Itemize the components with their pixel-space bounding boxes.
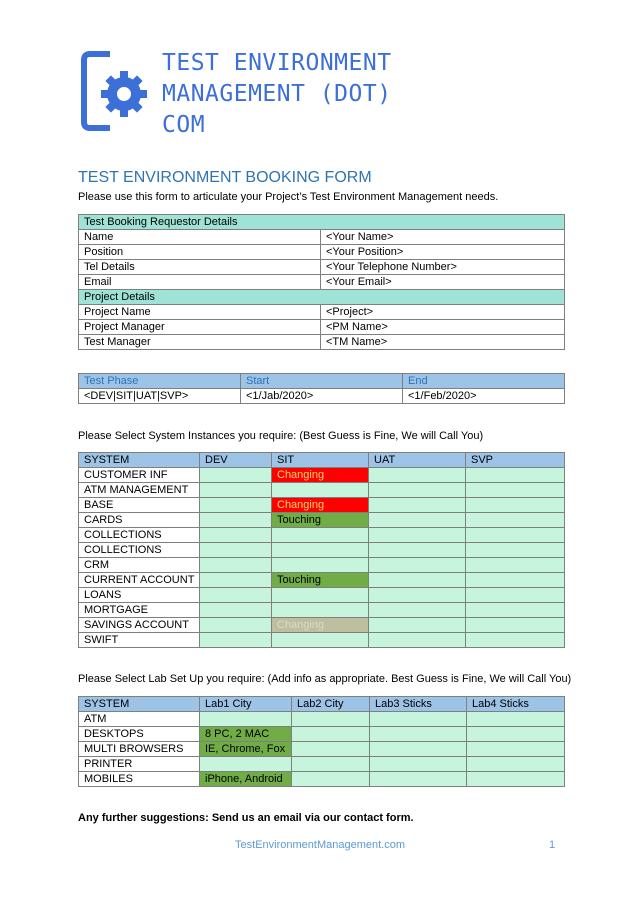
uat-cell[interactable] [369, 483, 466, 498]
email-field[interactable]: <Your Email> [321, 275, 565, 290]
lab2-cell[interactable] [292, 742, 370, 757]
uat-cell[interactable] [369, 498, 466, 513]
table-row [79, 588, 565, 603]
system-name: LOANS [79, 588, 200, 603]
table-row [79, 528, 565, 543]
sit-cell[interactable] [272, 483, 369, 498]
lab3-cell[interactable] [370, 772, 467, 787]
brand-logo-icon [80, 50, 150, 137]
form-intro: Please use this form to articulate your Project’s Test Environment Management needs. [78, 191, 499, 203]
table-row [79, 483, 565, 498]
table-row [79, 513, 565, 528]
uat-cell[interactable] [369, 513, 466, 528]
system-name: SWIFT [79, 633, 200, 648]
uat-header: UAT [369, 453, 466, 468]
uat-cell[interactable] [369, 558, 466, 573]
svp-cell[interactable] [466, 528, 565, 543]
brand-line-1: TEST ENVIRONMENT [162, 50, 392, 76]
dev-cell[interactable] [200, 528, 272, 543]
svp-cell[interactable] [466, 588, 565, 603]
system-name: COLLECTIONS [79, 543, 200, 558]
table-row [79, 633, 565, 648]
lab2-cell[interactable] [292, 757, 370, 772]
dev-cell[interactable] [200, 633, 272, 648]
dev-cell[interactable] [200, 468, 272, 483]
table-row [79, 573, 565, 588]
sit-cell[interactable]: Touching [272, 513, 369, 528]
lab4-cell[interactable] [467, 757, 565, 772]
system-name: MORTGAGE [79, 603, 200, 618]
lab-note: Please Select Lab Set Up you require: (Add info as appropriate. Best Guess is Fine, We will Call You) [78, 673, 572, 685]
sit-cell[interactable]: Changing [272, 468, 369, 483]
brand-line-3: COM [162, 112, 206, 138]
system-name: CURRENT ACCOUNT [79, 573, 200, 588]
dev-cell[interactable] [200, 513, 272, 528]
lab3-cell[interactable] [370, 757, 467, 772]
sit-cell[interactable]: Changing [272, 618, 369, 633]
uat-cell[interactable] [369, 603, 466, 618]
table-row [79, 742, 565, 757]
brand-line-2: MANAGEMENT (DOT) [162, 81, 392, 107]
field-label: Project Manager [79, 320, 321, 335]
system-name: CARDS [79, 513, 200, 528]
sit-cell[interactable]: Changing [272, 498, 369, 513]
system-name: CUSTOMER INF [79, 468, 200, 483]
dev-cell[interactable] [200, 483, 272, 498]
lab3-header: Lab3 Sticks [370, 697, 467, 712]
field-label: Tel Details [79, 260, 321, 275]
brand-name [162, 48, 392, 141]
system-name: BASE [79, 498, 200, 513]
project-section-header: Project Details [79, 290, 565, 305]
telephone-field[interactable]: <Your Telephone Number> [321, 260, 565, 275]
lab1-cell[interactable]: iPhone, Android [200, 772, 292, 787]
table-row [79, 772, 565, 787]
svp-cell[interactable] [466, 573, 565, 588]
lab-table [78, 696, 565, 787]
table-row [79, 727, 565, 742]
lab3-cell[interactable] [370, 727, 467, 742]
dev-cell[interactable] [200, 558, 272, 573]
dev-cell[interactable] [200, 603, 272, 618]
uat-cell[interactable] [369, 633, 466, 648]
uat-cell[interactable] [369, 573, 466, 588]
start-header: Start [241, 374, 403, 389]
uat-cell[interactable] [369, 468, 466, 483]
dev-cell[interactable] [200, 498, 272, 513]
table-row [79, 712, 565, 727]
lab4-cell[interactable] [467, 727, 565, 742]
system-name: ATM MANAGEMENT [79, 483, 200, 498]
svp-cell[interactable] [466, 618, 565, 633]
table-row [79, 498, 565, 513]
system-name: COLLECTIONS [79, 528, 200, 543]
field-label: Name [79, 230, 321, 245]
dev-cell[interactable] [200, 543, 272, 558]
table-row [79, 468, 565, 483]
field-label: Position [79, 245, 321, 260]
sit-cell[interactable] [272, 633, 369, 648]
lab3-cell[interactable] [370, 742, 467, 757]
phase-field[interactable]: <DEV|SIT|UAT|SVP> [79, 389, 241, 404]
uat-cell[interactable] [369, 618, 466, 633]
uat-cell[interactable] [369, 543, 466, 558]
sit-cell[interactable] [272, 588, 369, 603]
dev-cell[interactable] [200, 618, 272, 633]
table-row [79, 603, 565, 618]
lab-system-name: DESKTOPS [79, 727, 200, 742]
tm-name-field[interactable]: <TM Name> [321, 335, 565, 350]
lab4-cell[interactable] [467, 742, 565, 757]
svp-header: SVP [466, 453, 565, 468]
system-header: SYSTEM [79, 453, 200, 468]
lab1-cell[interactable] [200, 712, 292, 727]
name-field[interactable]: <Your Name> [321, 230, 565, 245]
table-row [79, 558, 565, 573]
test-phase-table [78, 373, 565, 404]
footer-url-link[interactable]: TestEnvironmentManagement.com [235, 839, 405, 851]
sit-cell[interactable] [272, 543, 369, 558]
project-name-field[interactable]: <Project> [321, 305, 565, 320]
phase-header: Test Phase [79, 374, 241, 389]
lab-system-name: ATM [79, 712, 200, 727]
lab-system-header: SYSTEM [79, 697, 200, 712]
svp-cell[interactable] [466, 633, 565, 648]
dev-cell[interactable] [200, 573, 272, 588]
uat-cell[interactable] [369, 528, 466, 543]
lab-system-name: MULTI BROWSERS [79, 742, 200, 757]
svp-cell[interactable] [466, 543, 565, 558]
lab4-cell[interactable] [467, 712, 565, 727]
pm-name-field[interactable]: <PM Name> [321, 320, 565, 335]
table-row [79, 757, 565, 772]
lab1-cell[interactable] [200, 757, 292, 772]
form-title: TEST ENVIRONMENT BOOKING FORM [78, 169, 372, 186]
start-date-field[interactable]: <1/Jab/2020> [241, 389, 403, 404]
dev-cell[interactable] [200, 588, 272, 603]
systems-table [78, 452, 565, 648]
end-date-field[interactable]: <1/Feb/2020> [403, 389, 565, 404]
position-field[interactable]: <Your Position> [321, 245, 565, 260]
svp-cell[interactable] [466, 603, 565, 618]
systems-note: Please Select System Instances you require: (Best Guess is Fine, We will Call You) [78, 430, 484, 442]
lab1-cell[interactable]: IE, Chrome, Fox [200, 742, 292, 757]
svp-cell[interactable] [466, 468, 565, 483]
lab2-cell[interactable] [292, 772, 370, 787]
svp-cell[interactable] [466, 483, 565, 498]
system-name: CRM [79, 558, 200, 573]
lab1-header: Lab1 City [200, 697, 292, 712]
sit-cell[interactable] [272, 603, 369, 618]
svp-cell[interactable] [466, 558, 565, 573]
table-row [79, 543, 565, 558]
lab-system-name: PRINTER [79, 757, 200, 772]
requestor-section-header: Test Booking Requestor Details [79, 215, 565, 230]
requestor-project-table [78, 214, 565, 350]
sit-cell[interactable]: Touching [272, 573, 369, 588]
field-label: Test Manager [79, 335, 321, 350]
lab4-header: Lab4 Sticks [467, 697, 565, 712]
lab3-cell[interactable] [370, 712, 467, 727]
table-row [79, 618, 565, 633]
dev-header: DEV [200, 453, 272, 468]
lab2-cell[interactable] [292, 712, 370, 727]
page-number: 1 [549, 839, 556, 851]
svp-cell[interactable] [466, 513, 565, 528]
lab-system-name: MOBILES [79, 772, 200, 787]
lab1-cell[interactable]: 8 PC, 2 MAC [200, 727, 292, 742]
sit-cell[interactable] [272, 528, 369, 543]
sit-cell[interactable] [272, 558, 369, 573]
end-header: End [403, 374, 565, 389]
field-label: Email [79, 275, 321, 290]
suggestion-text: Any further suggestions: Send us an email via our contact form. [78, 812, 414, 824]
uat-cell[interactable] [369, 588, 466, 603]
svp-cell[interactable] [466, 498, 565, 513]
sit-header: SIT [272, 453, 369, 468]
lab2-header: Lab2 City [292, 697, 370, 712]
field-label: Project Name [79, 305, 321, 320]
lab2-cell[interactable] [292, 727, 370, 742]
system-name: SAVINGS ACCOUNT [79, 618, 200, 633]
lab4-cell[interactable] [467, 772, 565, 787]
